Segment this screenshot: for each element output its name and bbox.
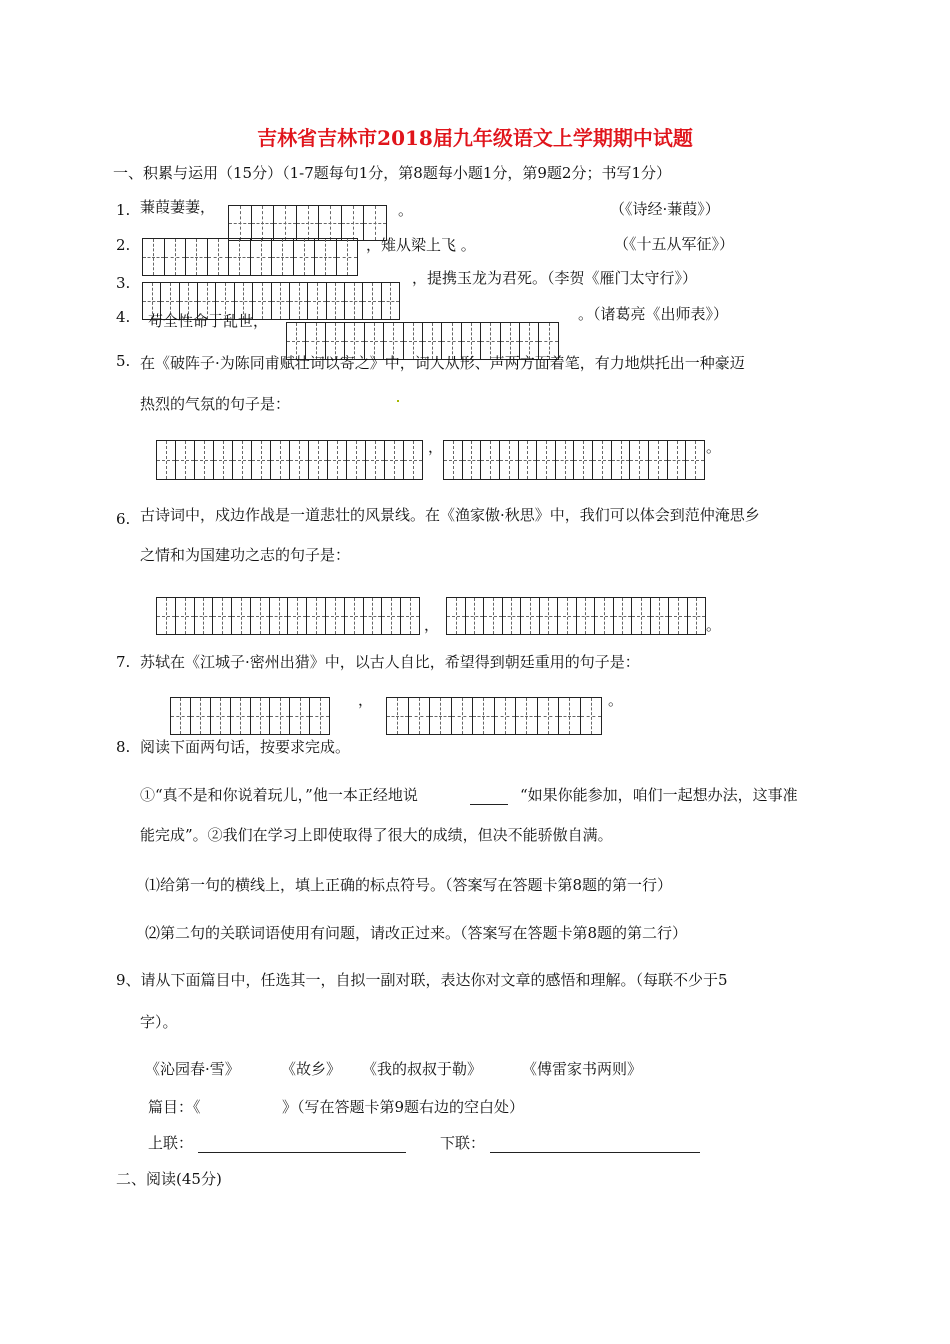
q9-line2: 字）。 <box>140 1013 178 1031</box>
q2-number: 2. <box>116 236 131 254</box>
section2-heading: 二、阅读(45分) <box>116 1170 222 1188</box>
q5-number: 5. <box>116 352 131 370</box>
q9-pianmu-suffix: 》（写在答题卡第9题右边的空白处） <box>282 1098 525 1116</box>
q1-answer-grid[interactable] <box>228 205 387 241</box>
q3-text: ，提携玉龙为君死。（李贺《雁门太守行》） <box>412 269 698 287</box>
q9-shanglian-label: 上联： <box>148 1134 194 1152</box>
q6-number: 6. <box>116 510 131 528</box>
q1-period: 。 <box>398 201 414 219</box>
section1-heading: 一、积累与运用（15分）（1-7题每句1分，第8题每小题1分，第9题2分；书写1分） <box>113 164 672 182</box>
q9-work-4: 《傅雷家书两则》 <box>522 1060 643 1078</box>
q7-answer-grid-1[interactable] <box>170 697 330 735</box>
q9-xialian-label: 下联： <box>440 1134 486 1152</box>
page-title: 吉林省吉林市2018届九年级语文上学期期中试题 <box>257 126 693 150</box>
q8-number: 8. <box>116 738 131 756</box>
q9-work-1: 《沁园春·雪》 <box>145 1060 240 1078</box>
q6-line1: 古诗词中，戍边作战是一道悲壮的风景线。在《渔家傲·秋思》中，我们可以体会到范仲淹思乡 <box>140 506 760 524</box>
q8-punctuation-blank[interactable] <box>470 803 508 805</box>
q2-source: （《十五从军征》） <box>614 235 735 253</box>
speck <box>397 400 399 402</box>
q9-work-2: 《故乡》 <box>281 1060 342 1078</box>
q9-pianmu-prefix: 篇目：《 <box>148 1098 201 1116</box>
q8-sentence1-a: ①“真不是和你说着玩儿，”他一本正经地说 <box>140 786 418 804</box>
q6-period: 。 <box>706 616 722 634</box>
q8-sub1: ⑴给第一句的横线上，填上正确的标点符号。（答案写在答题卡第8题的第一行） <box>145 876 673 894</box>
q7-answer-grid-2[interactable] <box>386 697 602 735</box>
q8-instruction: 阅读下面两句话，按要求完成。 <box>140 738 351 756</box>
q8-sub2: ⑵第二句的关联词语使用有问题，请改正过来。（答案写在答题卡第8题的第二行） <box>145 924 688 942</box>
q5-line2: 热烈的气氛的句子是： <box>140 395 291 413</box>
q9-line1: 9、请从下面篇目中，任选其一，自拟一副对联，表达你对文章的感悟和理解。（每联不少于5 <box>116 971 728 989</box>
q6-comma: ， <box>424 616 440 634</box>
q7-period: 。 <box>608 691 624 709</box>
q3-number: 3. <box>116 274 131 292</box>
q5-comma: ， <box>428 438 444 456</box>
q7-number: 7. <box>116 653 131 671</box>
q7-comma: ， <box>358 691 374 709</box>
q5-answer-grid-2[interactable] <box>443 440 705 480</box>
q4-number: 4. <box>116 308 131 326</box>
q2-answer-grid[interactable] <box>142 238 358 276</box>
q5-period: 。 <box>706 438 722 456</box>
q9-shanglian-blank[interactable] <box>198 1151 406 1153</box>
q9-xialian-blank[interactable] <box>490 1151 700 1153</box>
q7-line1: 苏轼在《江城子·密州出猎》中，以古人自比，希望得到朝廷重用的句子是： <box>140 653 640 671</box>
q6-line2: 之情和为国建功之志的句子是： <box>140 546 351 564</box>
q4-text: 。（诸葛亮《出师表》） <box>578 305 729 323</box>
q2-text: ，雉从梁上飞 。 <box>366 236 476 254</box>
q4-prefix: 苟全性命于乱世， <box>148 312 269 330</box>
q5-line1: 在《破阵子·为陈同甫赋壮词以寄之》中，词人从形、声两方面着笔，有力地烘托出一种豪迈 <box>140 354 745 372</box>
q9-work-3: 《我的叔叔于勒》 <box>362 1060 483 1078</box>
q8-sentence2: 能完成”。②我们在学习上即使取得了很大的成绩，但决不能骄傲自满。 <box>140 826 613 844</box>
q6-answer-grid-2[interactable] <box>446 597 706 635</box>
q5-answer-grid-1[interactable] <box>156 440 423 480</box>
q1-prefix: 蒹葭萋萋， <box>140 198 216 216</box>
q1-source: （《诗经·蒹葭》） <box>610 200 720 218</box>
q8-sentence1-b: “如果你能参加，咱们一起想办法，这事准 <box>520 786 798 804</box>
q1-number: 1. <box>116 201 131 219</box>
q6-answer-grid-1[interactable] <box>156 597 420 635</box>
